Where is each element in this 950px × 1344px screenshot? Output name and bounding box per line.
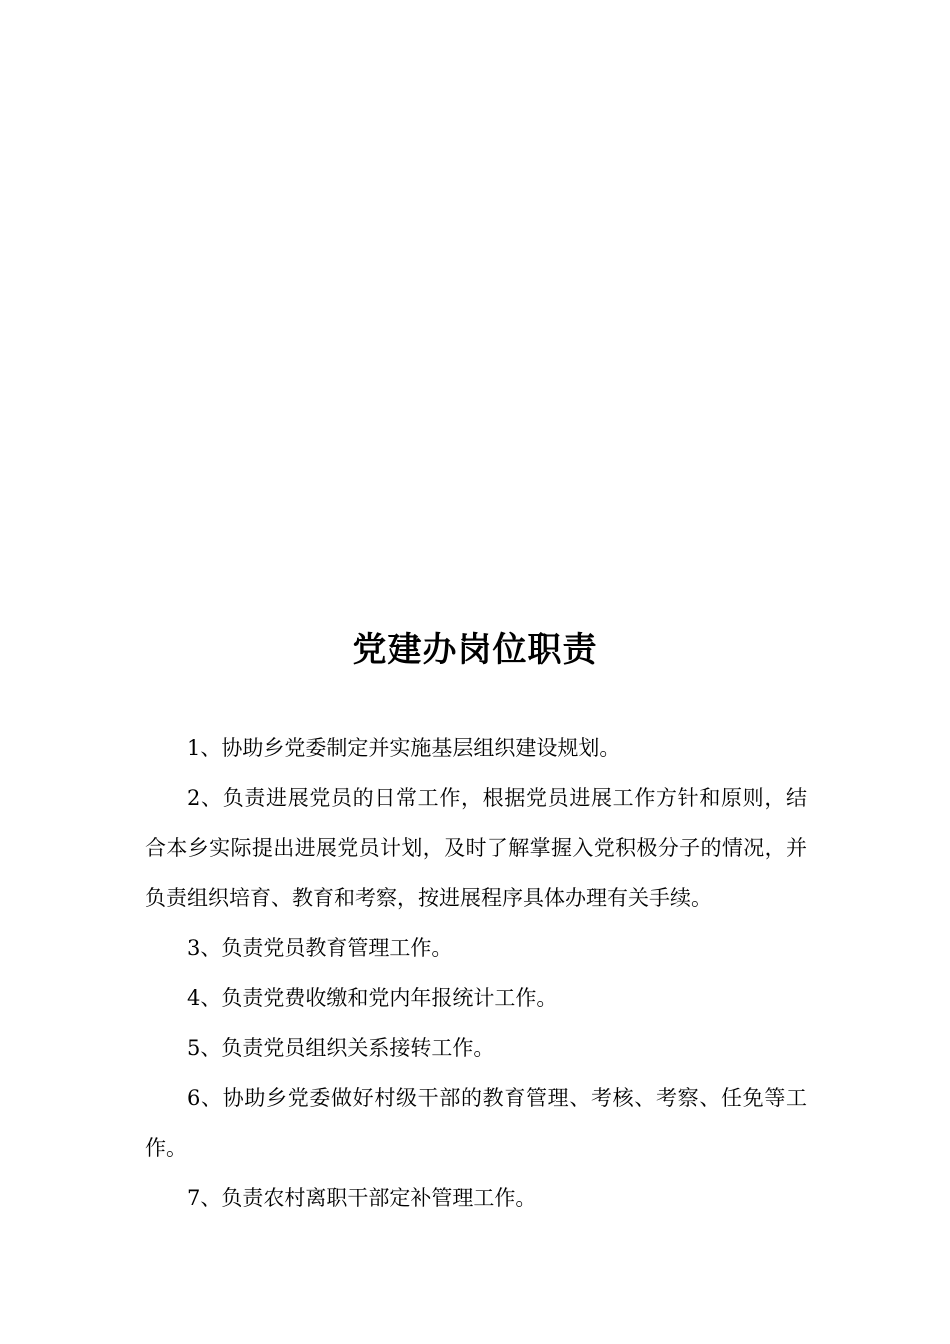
duty-item-7: 7、负责农村离职干部定补管理工作。 <box>187 1186 537 1210</box>
duty-item-5: 5、负责党员组织关系接转工作。 <box>187 1036 495 1060</box>
duty-item-6: 6、协助乡党委做好村级干部的教育管理、考核、考察、任免等工作。 <box>145 1086 807 1160</box>
duty-item-4: 4、负责党费收缴和党内年报统计工作。 <box>187 986 558 1010</box>
document-title: 党建办岗位职责 <box>352 630 598 670</box>
duty-list <box>145 723 807 1223</box>
duty-item-3: 3、负责党员教育管理工作。 <box>187 936 453 960</box>
duty-item-2: 2、负责进展党员的日常工作，根据党员进展工作方针和原则，结合本乡实际提出进展党员计划，及时了解掌握入党积极分子的情况，并负责组织培育、教育和考察，按进展程序具体办理有关手续。 <box>145 786 807 910</box>
duty-item-1: 1、协助乡党委制定并实施基层组织建设规划。 <box>187 736 621 760</box>
